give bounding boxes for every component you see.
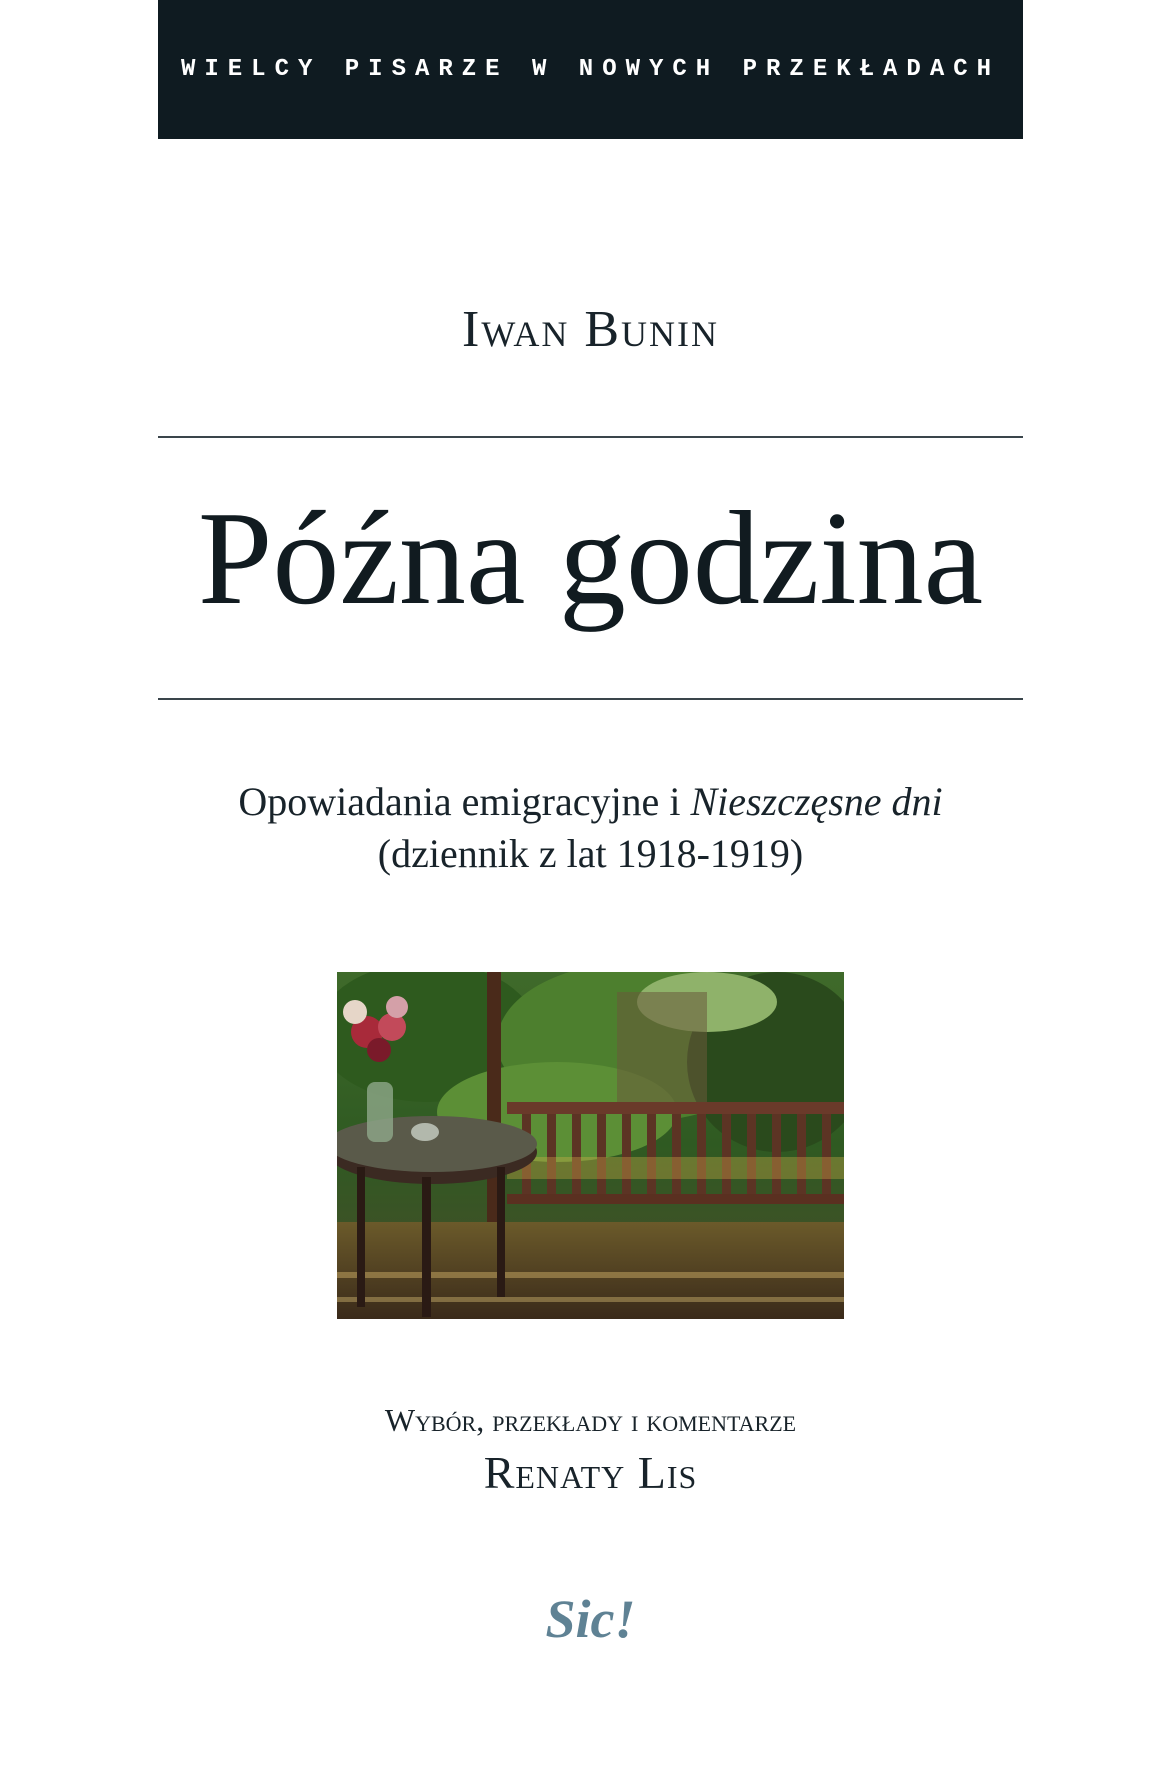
author-name: Iwan Bunin <box>462 301 719 358</box>
subtitle-line-1 <box>120 776 1061 828</box>
cover-painting <box>337 972 844 1319</box>
translator-label: Wybór, przekłady i komentarze <box>384 1402 797 1438</box>
subtitle <box>120 776 1061 880</box>
series-title: WIELCY PISARZE W NOWYCH PRZEKŁADACH <box>180 56 1001 83</box>
translator-name: Renaty Lis <box>483 1447 698 1498</box>
divider-bottom <box>158 698 1023 700</box>
divider-top <box>158 436 1023 438</box>
subtitle-line-2: (dziennik z lat 1918-1919) <box>377 831 804 876</box>
subtitle-italic: Nieszczęsne dni <box>690 779 943 824</box>
publisher-logo: Sic! <box>545 1589 636 1649</box>
book-title: Późna godzina <box>197 484 984 632</box>
series-banner <box>158 0 1023 139</box>
subtitle-plain: Opowiadania emigracyjne i <box>238 779 691 824</box>
